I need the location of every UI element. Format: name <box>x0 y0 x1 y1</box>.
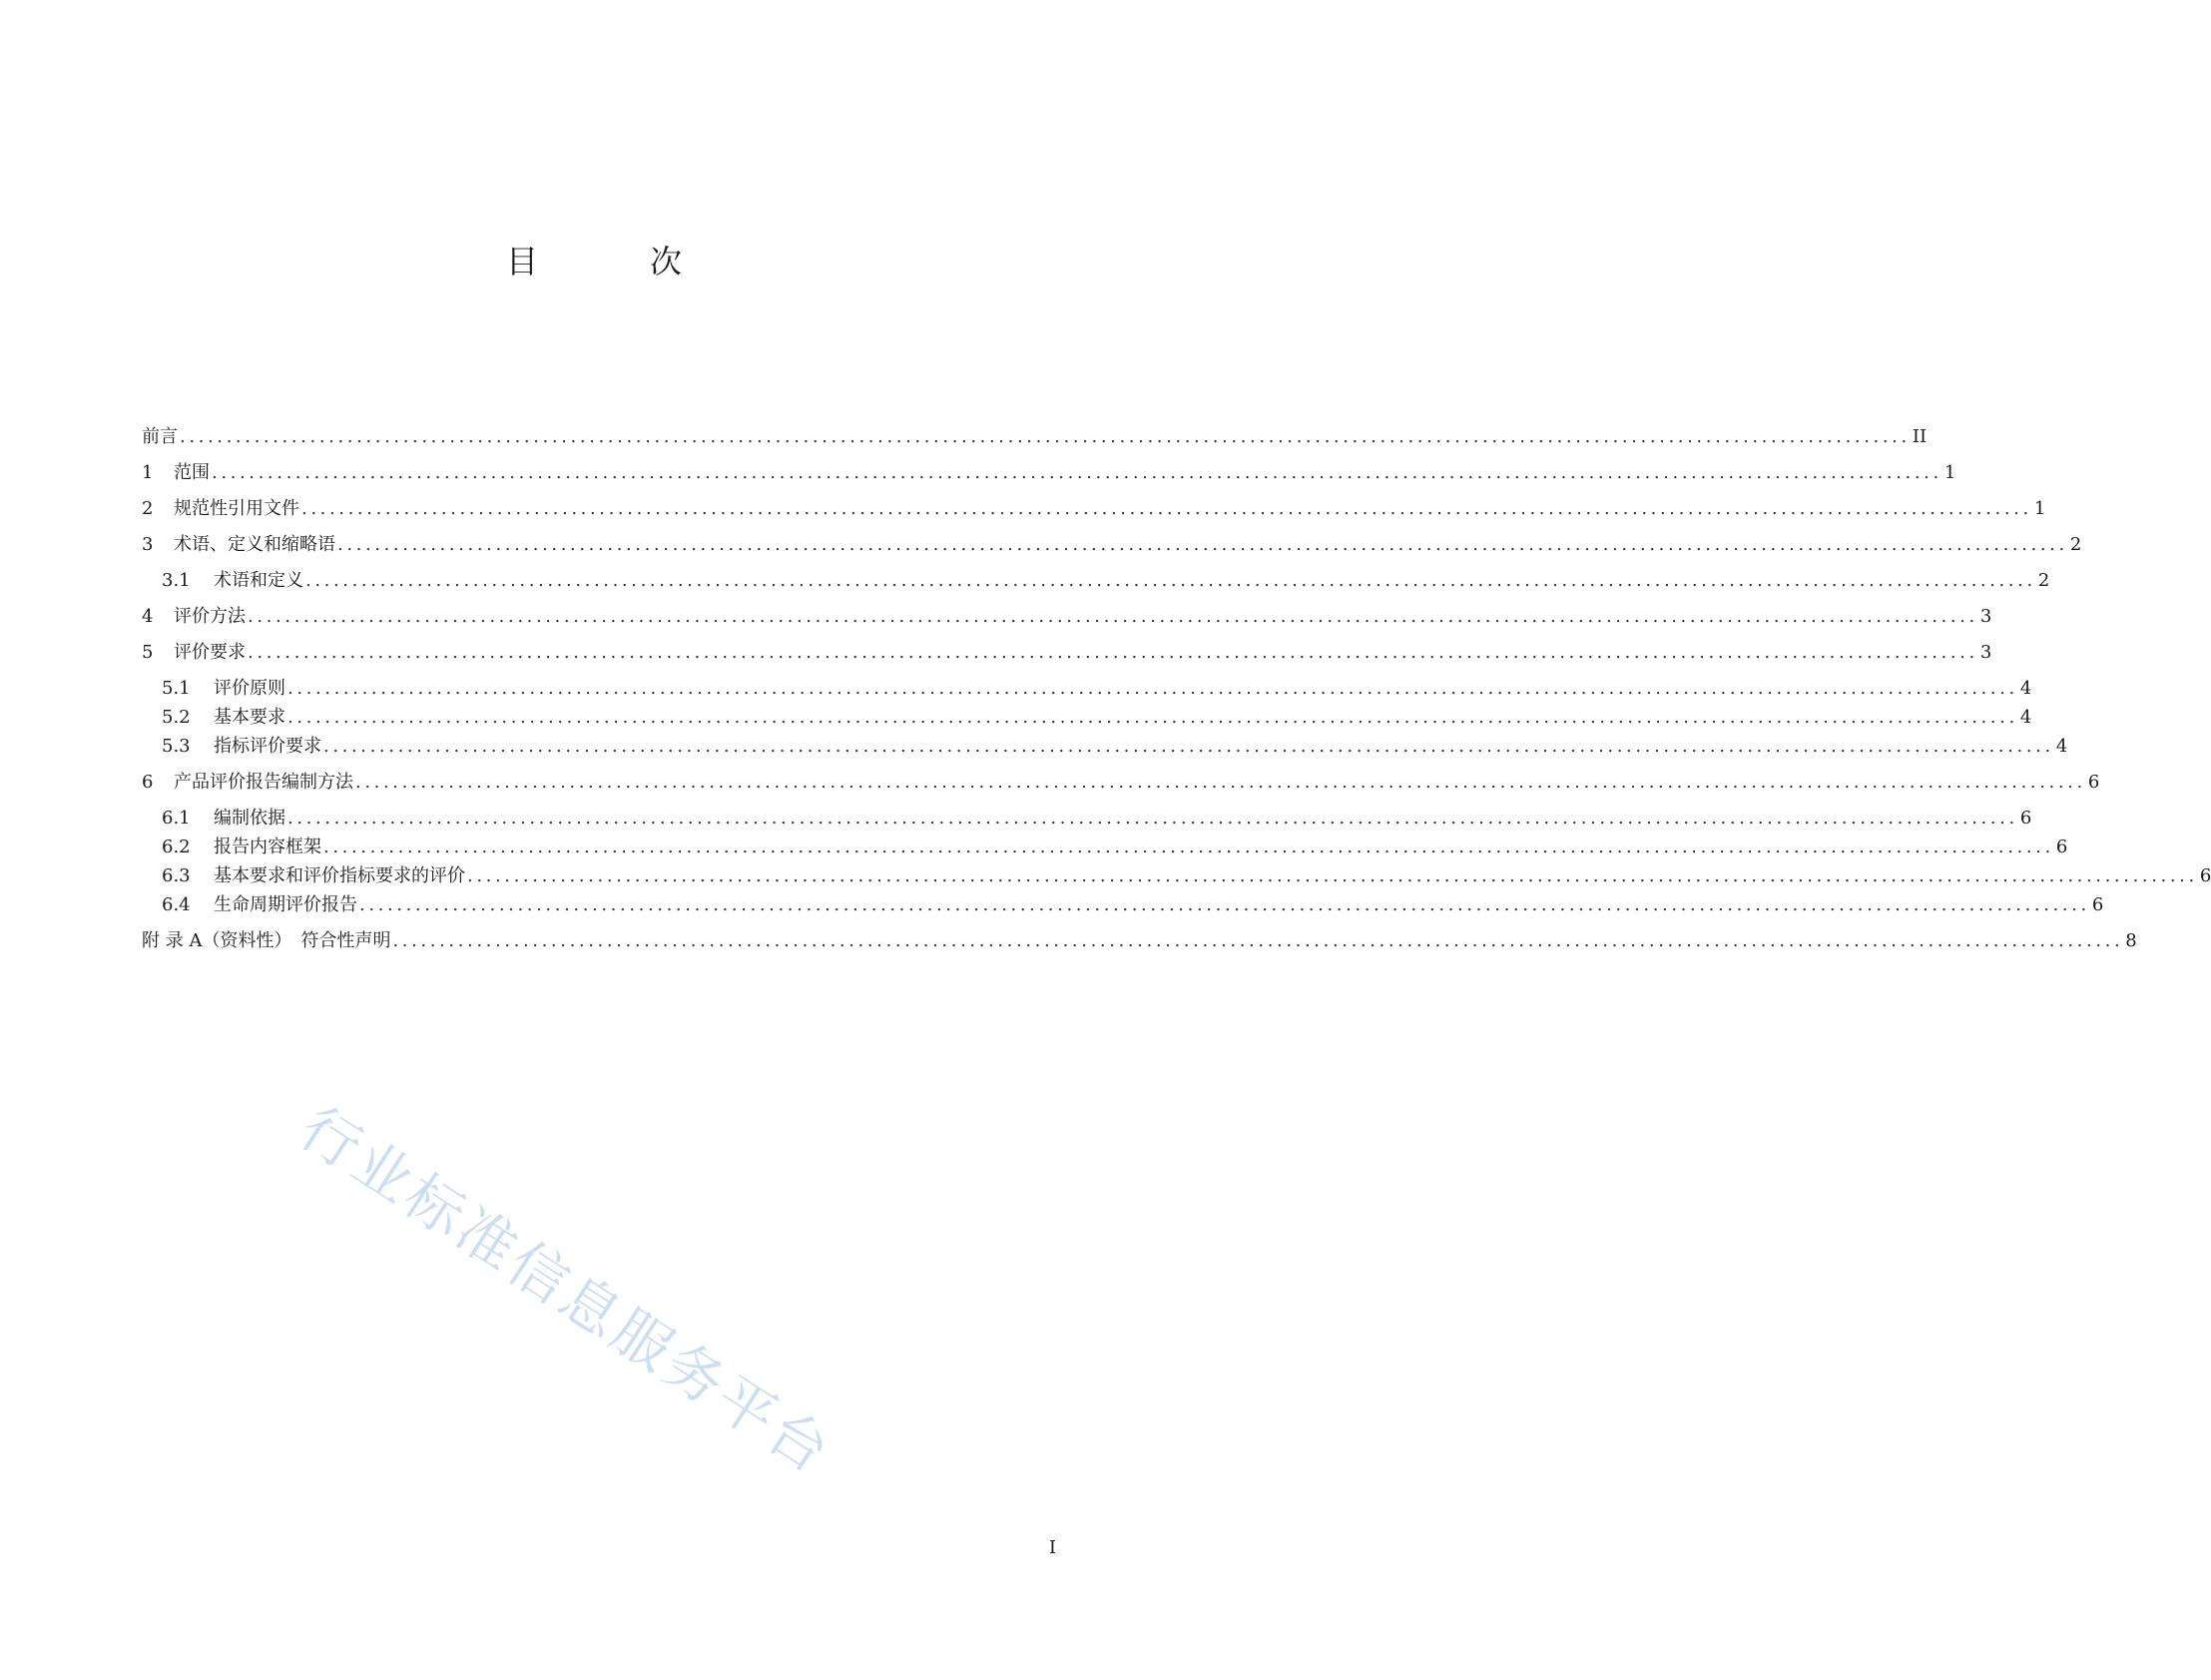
toc-leader-dots: .......................................................................................................................................................................................... <box>248 606 1978 627</box>
toc-page-number: 6 <box>2055 837 2068 857</box>
toc-entry-6[interactable] <box>142 770 2100 796</box>
toc-page-number: 4 <box>2019 707 2032 728</box>
toc-section-number: 5.1 <box>162 678 191 699</box>
toc-section-number: 4 <box>142 606 154 627</box>
toc-entry-label: 报告内容框架 <box>214 837 321 857</box>
toc-entry-3[interactable] <box>142 532 2082 558</box>
toc-section-number: 2 <box>142 498 154 519</box>
toc-entry-label: 指标评价要求 <box>214 736 321 757</box>
toc-page-number: 4 <box>2019 678 2032 699</box>
toc-leader-dots: .......................................................................................................................................................................................... <box>392 930 2124 951</box>
toc-entry-foreword[interactable] <box>142 424 1928 450</box>
toc-entry-appendix-a[interactable] <box>142 928 2137 954</box>
toc-leader-dots: .......................................................................................................................................................................................... <box>248 642 1978 663</box>
toc-page-number: 6 <box>2199 865 2211 886</box>
toc-section-number: 3 <box>142 534 154 555</box>
toc-entry-label: 生命周期评价报告 <box>214 894 357 915</box>
toc-leader-dots: .......................................................................................................................................................................................... <box>301 498 2032 519</box>
toc-entry-6-2[interactable] <box>162 835 2068 860</box>
toc-section-number: 6.4 <box>162 894 191 915</box>
toc-page-number: 3 <box>1979 606 1992 627</box>
toc-section-number: 1 <box>142 462 154 483</box>
toc-entry-label: 术语和定义 <box>214 570 303 591</box>
toc-section-number: 5.2 <box>162 707 191 728</box>
toc-page-number: 6 <box>2087 772 2100 793</box>
toc-entry-label: 基本要求和评价指标要求的评价 <box>214 865 465 886</box>
toc-entry-label: 评价原则 <box>214 678 285 699</box>
toc-section-number: 5.3 <box>162 736 191 757</box>
toc-entry-6-3[interactable] <box>162 863 2211 889</box>
toc-entry-5[interactable] <box>142 640 1992 666</box>
toc-entry-6-4[interactable] <box>162 892 2104 918</box>
toc-leader-dots: .......................................................................................................................................................................................... <box>323 837 2054 857</box>
toc-page-number: 4 <box>2055 736 2068 757</box>
toc-entry-label: 基本要求 <box>214 707 285 728</box>
toc-page-number: 1 <box>1943 462 1956 483</box>
toc-section-number: 6.1 <box>162 808 191 829</box>
toc-entry-label: 规范性引用文件 <box>174 498 299 519</box>
toc-page-number: 2 <box>2069 534 2082 555</box>
toc-entry-5-2[interactable] <box>162 705 2032 731</box>
toc-entry-label: 评价要求 <box>174 642 246 663</box>
toc-entry-1[interactable] <box>142 460 1956 486</box>
toc-leader-dots: .......................................................................................................................................................................................... <box>180 426 1911 447</box>
toc-section-number: 6.2 <box>162 837 191 857</box>
toc-entry-label: 产品评价报告编制方法 <box>174 772 353 793</box>
toc-section-number: 6 <box>142 772 154 793</box>
page-number: I <box>1048 1537 1056 1558</box>
toc-entry-5-1[interactable] <box>162 676 2032 702</box>
toc-entry-2[interactable] <box>142 496 2046 522</box>
toc-entry-label: 范围 <box>174 462 210 483</box>
toc-leader-dots: .......................................................................................................................................................................................... <box>287 707 2018 728</box>
toc-entry-label: 附 录 A（资料性） 符合性声明 <box>142 930 391 951</box>
toc-page-number: 2 <box>2037 570 2050 591</box>
toc-page-number: 8 <box>2125 930 2137 951</box>
toc-leader-dots: .......................................................................................................................................................................................... <box>337 534 2068 555</box>
toc-entry-6-1[interactable] <box>162 806 2032 832</box>
toc-leader-dots: .......................................................................................................................................................................................... <box>467 865 2198 886</box>
toc-entry-label: 前言 <box>142 426 178 447</box>
toc-entry-4[interactable] <box>142 604 1992 630</box>
toc-entry-label: 编制依据 <box>214 808 285 829</box>
toc-entry-3-1[interactable] <box>162 568 2050 594</box>
toc-entry-label: 术语、定义和缩略语 <box>174 534 335 555</box>
toc-leader-dots: .......................................................................................................................................................................................... <box>323 736 2054 757</box>
toc-page-number: 6 <box>2019 808 2032 829</box>
toc-leader-dots: .......................................................................................................................................................................................... <box>212 462 1942 483</box>
toc-entry-5-3[interactable] <box>162 734 2068 760</box>
toc-section-number: 5 <box>142 642 154 663</box>
toc-page-number: 1 <box>2033 498 2046 519</box>
toc-leader-dots: .......................................................................................................................................................................................... <box>287 678 2018 699</box>
toc-leader-dots: .......................................................................................................................................................................................... <box>359 894 2090 915</box>
toc-page-number: 6 <box>2091 894 2104 915</box>
toc-entry-label: 评价方法 <box>174 606 246 627</box>
toc-leader-dots: .......................................................................................................................................................................................... <box>355 772 2086 793</box>
toc-page-number: II <box>1912 426 1928 447</box>
toc-section-number: 6.3 <box>162 865 191 886</box>
page-title: 目 次 <box>505 243 722 280</box>
toc-page-number: 3 <box>1979 642 1992 663</box>
toc-leader-dots: .......................................................................................................................................................................................... <box>287 808 2018 829</box>
toc-section-number: 3.1 <box>162 570 191 591</box>
watermark: 行业标准信息服务平台 <box>287 1093 844 1488</box>
toc-leader-dots: .......................................................................................................................................................................................... <box>305 570 2036 591</box>
